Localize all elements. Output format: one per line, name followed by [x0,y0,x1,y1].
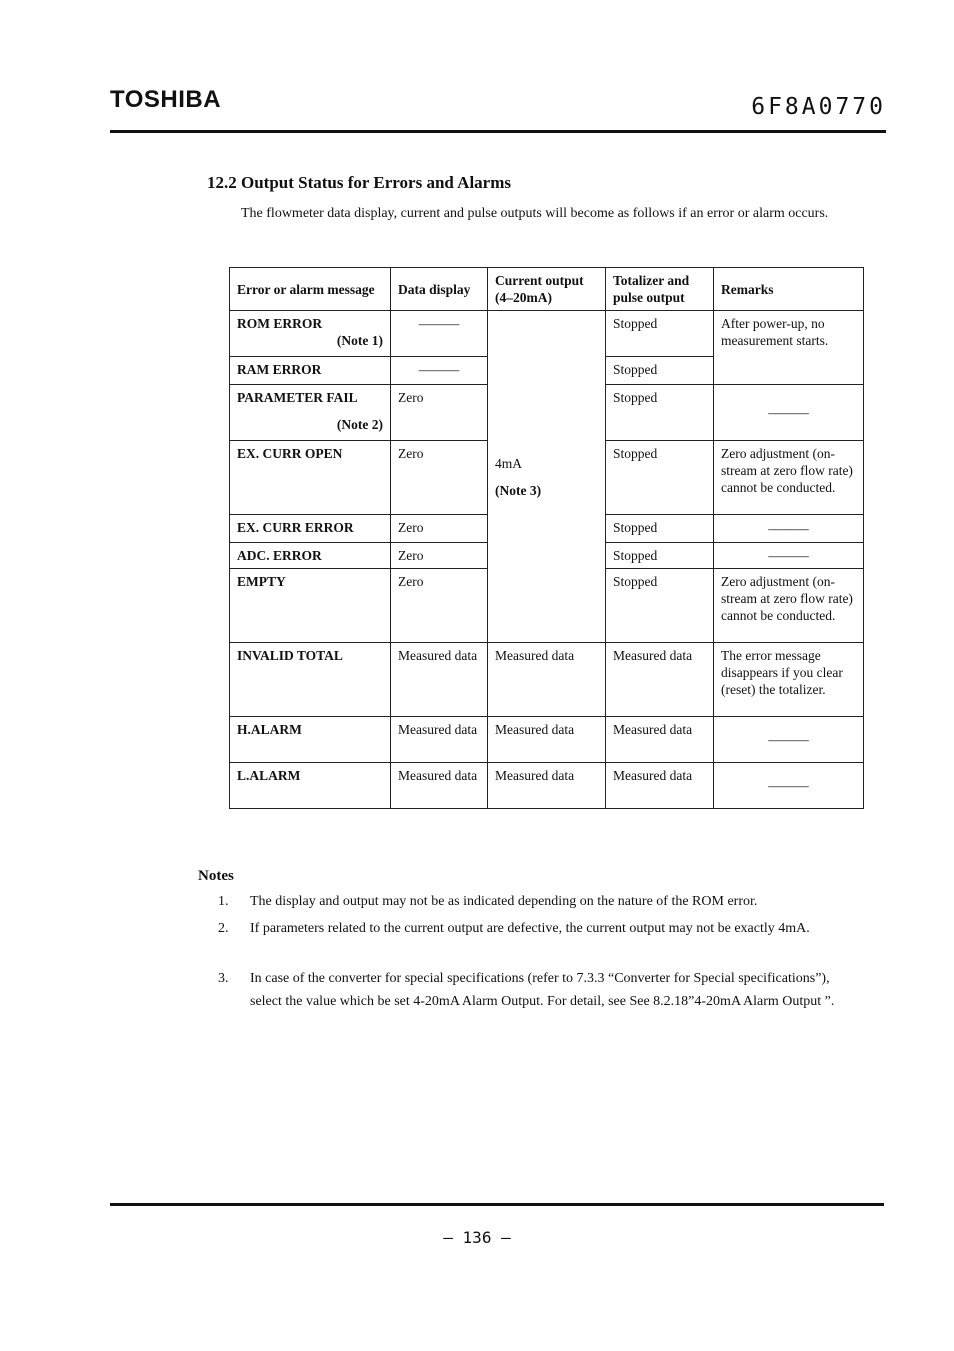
row-message: EX. CURR OPEN [230,441,391,515]
note-text: If parameters related to the current output are defective, the current output may not be exactly 4mA. [250,921,810,936]
row-remarks: The error message disappears if you clear (reset) the totalizer. [714,643,864,717]
row-remarks-text: ——— [768,778,809,793]
table-row [230,763,864,809]
row-totalizer: Stopped [606,543,714,569]
row-totalizer: Stopped [606,569,714,643]
row-remarks-text: ——— [768,405,809,420]
footer-rule [110,1203,884,1206]
row-message: H.ALARM [230,717,391,763]
row-display: Measured data [391,643,488,717]
section-intro: The flowmeter data display, current and pulse outputs will become as follows if an error or alarm occurs. [241,206,829,221]
row-display: Zero [391,515,488,543]
merged-current-cell [488,311,606,643]
table-header-row [230,268,864,311]
row-current: Measured data [488,763,606,809]
row-display: Measured data [391,763,488,809]
header-rule [110,130,886,133]
table-row [230,311,864,357]
header-current: Current output (4–20mA) [488,268,606,311]
row-message-text: PARAMETER FAIL [237,390,358,405]
row-remarks-text: ——— [768,521,809,536]
section-title: 12.2 Output Status for Errors and Alarms [207,173,511,192]
row-note: (Note 1) [336,333,383,348]
row-remarks [714,763,864,809]
error-status-table [229,267,864,809]
table-row [230,717,864,763]
row-message: ADC. ERROR [230,543,391,569]
row-remarks: Zero adjustment (on-stream at zero flow rate) cannot be conducted. [714,441,864,515]
current-value: 4mA [495,455,522,471]
row-totalizer: Measured data [606,717,714,763]
note-text: In case of the converter for special specifications (refer to 7.3.3 “Converter for Special specifications”), select the value which be set 4-20mA Alarm Output. For detail, see See 8.2.18”4-20mA Alarm Output ”. [250,971,835,1009]
row-note: (Note 2) [336,417,383,432]
row-current: Measured data [488,643,606,717]
note-text: The display and output may not be as indicated depending on the nature of the ROM error. [250,894,758,909]
current-note: (Note 3) [495,482,542,498]
row-display: Zero [391,569,488,643]
page-number: — 136 — [443,1228,511,1247]
row-display: Zero [391,385,488,441]
row-message: INVALID TOTAL [230,643,391,717]
row-message [230,311,391,357]
note-number: 3. [218,971,229,986]
row-remarks-text: ——— [768,732,809,747]
notes-title: Notes [198,868,234,884]
note-number: 2. [218,921,229,936]
row-message [230,385,391,441]
row-totalizer: Measured data [606,643,714,717]
row-remarks: After power-up, no measurement starts. [714,311,864,385]
note-number: 1. [218,894,229,909]
row-display-text: ——— [418,362,460,377]
row-remarks: Zero adjustment (on-stream at zero flow rate) cannot be conducted. [714,569,864,643]
row-totalizer: Stopped [606,515,714,543]
row-display: Measured data [391,717,488,763]
row-display: Zero [391,441,488,515]
row-totalizer: Stopped [606,385,714,441]
row-message-text: ROM ERROR [237,316,323,331]
row-display-text: ——— [418,316,460,331]
row-remarks [714,717,864,763]
row-totalizer: Stopped [606,441,714,515]
toshiba-logo: TOSHIBA [110,86,222,113]
row-display: Zero [391,543,488,569]
row-remarks-text: ——— [768,548,809,563]
document-number: 6F8A0770 [751,94,886,120]
header-message: Error or alarm message [230,268,391,311]
row-message: EX. CURR ERROR [230,515,391,543]
row-remarks [714,543,864,569]
header-display: Data display [391,268,488,311]
table-row [230,643,864,717]
row-message: RAM ERROR [230,357,391,385]
row-display [391,357,488,385]
header-totalizer: Totalizer and pulse output [606,268,714,311]
row-totalizer: Stopped [606,357,714,385]
row-totalizer: Measured data [606,763,714,809]
row-remarks [714,515,864,543]
row-current: Measured data [488,717,606,763]
row-totalizer: Stopped [606,311,714,357]
row-message: L.ALARM [230,763,391,809]
row-message: EMPTY [230,569,391,643]
row-display [391,311,488,357]
row-remarks [714,385,864,441]
header-remarks: Remarks [714,268,864,311]
